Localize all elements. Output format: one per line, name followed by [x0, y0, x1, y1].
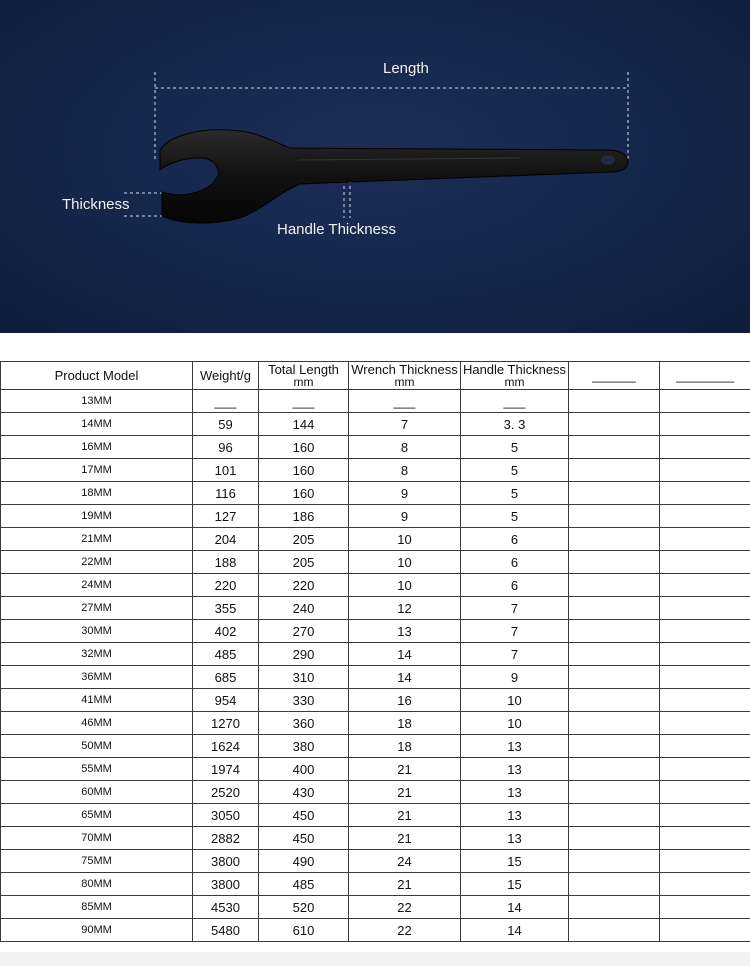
table-cell: ___: [193, 390, 259, 413]
table-cell: 13MM: [1, 390, 193, 413]
table-cell: 7: [461, 597, 569, 620]
thickness-dimension-line: [124, 193, 162, 216]
table-cell: [660, 597, 750, 620]
table-cell: 144: [259, 413, 349, 436]
table-cell: [660, 781, 750, 804]
table-cell: 21: [349, 781, 461, 804]
header-blank-2: ________: [660, 362, 750, 390]
table-cell: 7: [461, 620, 569, 643]
table-cell: [569, 873, 660, 896]
handle-thickness-dimension-line: [344, 180, 350, 218]
table-cell: [660, 574, 750, 597]
table-cell: 330: [259, 689, 349, 712]
table-cell: 160: [259, 459, 349, 482]
table-cell: 21: [349, 827, 461, 850]
table-row: [1, 689, 750, 712]
table-cell: 290: [259, 643, 349, 666]
table-cell: 3800: [193, 873, 259, 896]
table-cell: 7: [461, 643, 569, 666]
table-cell: 9: [349, 505, 461, 528]
table-cell: [569, 666, 660, 689]
table-cell: 160: [259, 436, 349, 459]
table-row: [1, 827, 750, 850]
table-cell: [660, 620, 750, 643]
table-cell: 90MM: [1, 919, 193, 942]
table-row: [1, 413, 750, 436]
table-cell: [569, 413, 660, 436]
table-cell: [569, 551, 660, 574]
table-cell: 14: [349, 666, 461, 689]
handle-thickness-label: Handle Thickness: [277, 221, 396, 238]
table-row: [1, 919, 750, 942]
table-cell: 46MM: [1, 712, 193, 735]
table-cell: [660, 827, 750, 850]
table-cell: 18MM: [1, 482, 193, 505]
table-cell: 127: [193, 505, 259, 528]
table-cell: 50MM: [1, 735, 193, 758]
table-cell: [660, 758, 750, 781]
table-cell: 3050: [193, 804, 259, 827]
table-cell: 80MM: [1, 873, 193, 896]
table-cell: 186: [259, 505, 349, 528]
table-cell: 5: [461, 436, 569, 459]
table-cell: 220: [193, 574, 259, 597]
table-cell: 240: [259, 597, 349, 620]
table-row: [1, 873, 750, 896]
table-cell: 2882: [193, 827, 259, 850]
table-cell: 116: [193, 482, 259, 505]
table-cell: 24: [349, 850, 461, 873]
table-cell: 5: [461, 505, 569, 528]
table-cell: 3800: [193, 850, 259, 873]
table-cell: [569, 528, 660, 551]
table-cell: 5: [461, 482, 569, 505]
table-cell: 4530: [193, 896, 259, 919]
table-cell: [660, 482, 750, 505]
table-cell: 520: [259, 896, 349, 919]
table-cell: 485: [259, 873, 349, 896]
table-cell: 15: [461, 850, 569, 873]
table-cell: 21: [349, 758, 461, 781]
table-cell: 10: [349, 574, 461, 597]
table-cell: [660, 551, 750, 574]
table-cell: 220: [259, 574, 349, 597]
table-cell: [569, 781, 660, 804]
table-cell: [660, 712, 750, 735]
table-cell: [660, 850, 750, 873]
table-cell: 13: [461, 735, 569, 758]
table-cell: [569, 643, 660, 666]
table-cell: 430: [259, 781, 349, 804]
spacer: [0, 333, 750, 361]
table-cell: 270: [259, 620, 349, 643]
table-cell: 7: [349, 413, 461, 436]
table-cell: ___: [259, 390, 349, 413]
table-cell: 380: [259, 735, 349, 758]
table-cell: [660, 459, 750, 482]
header-product-model: Product Model: [1, 362, 193, 390]
table-row: [1, 620, 750, 643]
table-cell: 5: [461, 459, 569, 482]
table-cell: 21: [349, 873, 461, 896]
table-cell: 13: [461, 758, 569, 781]
table-cell: 13: [349, 620, 461, 643]
table-cell: [569, 459, 660, 482]
table-cell: [569, 850, 660, 873]
table-cell: [660, 413, 750, 436]
wrench-illustration: [0, 0, 750, 333]
thickness-label: Thickness: [62, 196, 130, 213]
table-cell: 188: [193, 551, 259, 574]
table-cell: [569, 919, 660, 942]
header-weight: Weight/g: [193, 362, 259, 390]
table-cell: 6: [461, 528, 569, 551]
table-cell: 27MM: [1, 597, 193, 620]
table-cell: 490: [259, 850, 349, 873]
table-cell: [569, 735, 660, 758]
table-row: [1, 712, 750, 735]
table-cell: [660, 528, 750, 551]
table-row: [1, 666, 750, 689]
table-cell: 450: [259, 827, 349, 850]
table-cell: 6: [461, 551, 569, 574]
table-cell: 204: [193, 528, 259, 551]
table-cell: 685: [193, 666, 259, 689]
table-cell: 14: [349, 643, 461, 666]
table-cell: [660, 735, 750, 758]
table-cell: 13: [461, 781, 569, 804]
table-row: [1, 436, 750, 459]
table-cell: 6: [461, 574, 569, 597]
table-cell: 65MM: [1, 804, 193, 827]
table-cell: 610: [259, 919, 349, 942]
table-cell: [660, 436, 750, 459]
table-row: [1, 850, 750, 873]
table-cell: 14: [461, 919, 569, 942]
table-cell: 75MM: [1, 850, 193, 873]
table-row: [1, 528, 750, 551]
table-cell: [569, 758, 660, 781]
header-total-length: Total Length mm: [259, 362, 349, 390]
product-image-panel: [0, 0, 750, 333]
table-cell: [569, 689, 660, 712]
table-cell: 310: [259, 666, 349, 689]
table-cell: 9: [461, 666, 569, 689]
table-cell: 9: [349, 482, 461, 505]
table-cell: 954: [193, 689, 259, 712]
table-cell: [660, 919, 750, 942]
table-cell: [569, 620, 660, 643]
table-cell: 17MM: [1, 459, 193, 482]
table-cell: 22: [349, 896, 461, 919]
table-cell: [569, 896, 660, 919]
table-cell: 18: [349, 712, 461, 735]
table-cell: 55MM: [1, 758, 193, 781]
table-cell: 355: [193, 597, 259, 620]
table-row: [1, 804, 750, 827]
table-cell: 485: [193, 643, 259, 666]
table-cell: 450: [259, 804, 349, 827]
table-cell: 13: [461, 827, 569, 850]
table-cell: 85MM: [1, 896, 193, 919]
table-cell: [660, 873, 750, 896]
table-cell: ___: [461, 390, 569, 413]
table-cell: 19MM: [1, 505, 193, 528]
table-cell: [569, 390, 660, 413]
table-cell: [569, 712, 660, 735]
table-cell: [569, 574, 660, 597]
table-cell: [660, 666, 750, 689]
table-cell: 96: [193, 436, 259, 459]
table-row: [1, 643, 750, 666]
table-cell: 59: [193, 413, 259, 436]
table-cell: 8: [349, 436, 461, 459]
specification-table: [0, 361, 750, 942]
table-cell: 12: [349, 597, 461, 620]
table-row: [1, 482, 750, 505]
table-cell: [569, 482, 660, 505]
table-row: [1, 390, 750, 413]
table-cell: 1624: [193, 735, 259, 758]
table-cell: [660, 643, 750, 666]
table-cell: 10: [349, 551, 461, 574]
table-cell: 14MM: [1, 413, 193, 436]
header-wrench-thickness: Wrench Thickness mm: [349, 362, 461, 390]
table-cell: [569, 827, 660, 850]
table-cell: 10: [461, 689, 569, 712]
table-cell: 205: [259, 551, 349, 574]
table-row: [1, 781, 750, 804]
table-row: [1, 597, 750, 620]
bottom-strip: [0, 952, 750, 966]
table-cell: 2520: [193, 781, 259, 804]
table-header-row: [1, 362, 750, 390]
table-cell: 360: [259, 712, 349, 735]
table-cell: 3. 3: [461, 413, 569, 436]
wrench-shape: [160, 130, 628, 223]
table-cell: 1974: [193, 758, 259, 781]
table-cell: 400: [259, 758, 349, 781]
table-cell: 22MM: [1, 551, 193, 574]
table-cell: 15: [461, 873, 569, 896]
table-cell: [660, 896, 750, 919]
table-cell: 21MM: [1, 528, 193, 551]
table-cell: [660, 390, 750, 413]
table-cell: 5480: [193, 919, 259, 942]
header-blank-1: ______: [569, 362, 660, 390]
table-cell: 8: [349, 459, 461, 482]
table-row: [1, 459, 750, 482]
header-handle-thickness: Handle Thickness mm: [461, 362, 569, 390]
table-cell: 32MM: [1, 643, 193, 666]
table-cell: [569, 505, 660, 528]
table-body: [1, 390, 750, 942]
table-cell: 70MM: [1, 827, 193, 850]
table-cell: 36MM: [1, 666, 193, 689]
table-cell: 21: [349, 804, 461, 827]
table-row: [1, 735, 750, 758]
table-cell: [660, 505, 750, 528]
table-cell: 101: [193, 459, 259, 482]
table-cell: 18: [349, 735, 461, 758]
table-cell: 402: [193, 620, 259, 643]
table-cell: 10: [349, 528, 461, 551]
table-cell: [660, 804, 750, 827]
table-cell: 13: [461, 804, 569, 827]
table-cell: 16: [349, 689, 461, 712]
table-cell: 30MM: [1, 620, 193, 643]
table-cell: 160: [259, 482, 349, 505]
table-cell: 22: [349, 919, 461, 942]
table-row: [1, 551, 750, 574]
table-row: [1, 505, 750, 528]
table-cell: [569, 804, 660, 827]
table-cell: 205: [259, 528, 349, 551]
table-row: [1, 758, 750, 781]
table-row: [1, 896, 750, 919]
table-cell: ___: [349, 390, 461, 413]
table-cell: 10: [461, 712, 569, 735]
table-cell: [660, 689, 750, 712]
table-cell: [569, 597, 660, 620]
length-label: Length: [383, 60, 429, 77]
table-row: [1, 574, 750, 597]
table-cell: [569, 436, 660, 459]
table-cell: 16MM: [1, 436, 193, 459]
table-cell: 14: [461, 896, 569, 919]
table-cell: 1270: [193, 712, 259, 735]
table-cell: 60MM: [1, 781, 193, 804]
table-cell: 41MM: [1, 689, 193, 712]
table-cell: 24MM: [1, 574, 193, 597]
